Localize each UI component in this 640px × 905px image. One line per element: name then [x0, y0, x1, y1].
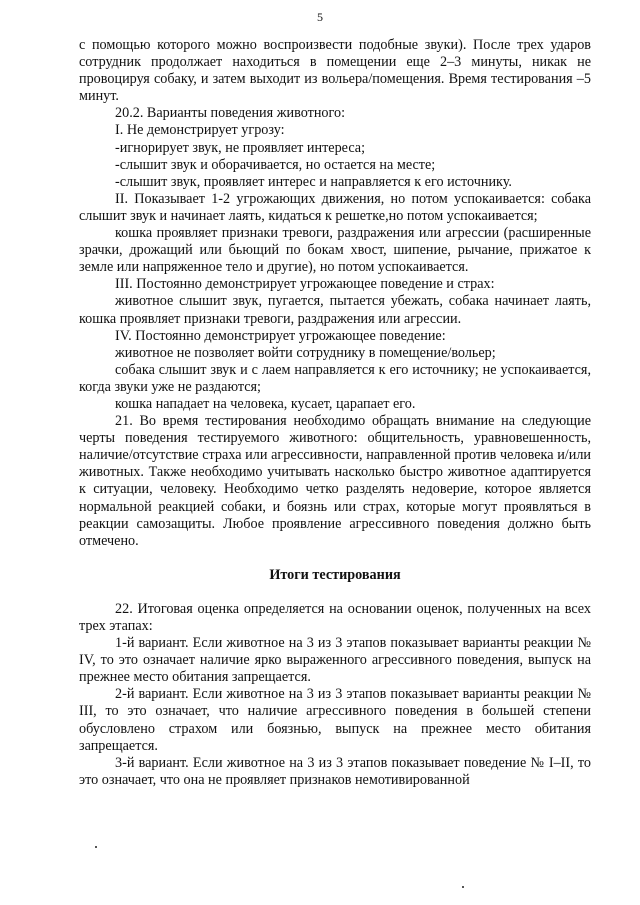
paragraph: 3-й вариант. Если животное на 3 из 3 этапов показывает поведение № I–II, то это означает, что она не проявляет признаков немотивированной [79, 754, 591, 788]
paragraph: 22. Итоговая оценка определяется на основании оценок, полученных на всех трех этапах: [79, 600, 591, 634]
page-number: 5 [317, 10, 323, 24]
paragraph: с помощью которого можно воспроизвести подобные звуки). После трех ударов сотрудник продолжает находиться в помещении еще 2–3 минуты, никак не провоцируя собаку, и затем выходит из вольера/помещения. Время тестирования –5 минут. [79, 37, 591, 105]
paragraphs-before [79, 37, 591, 550]
paragraph: 20.2. Варианты поведения животного: [115, 105, 346, 122]
paragraph: -слышит звук и оборачивается, но остается на месте; [115, 156, 436, 173]
paragraphs-after [79, 601, 591, 789]
scan-speck [462, 886, 464, 888]
paragraph: собака слышит звук и с лаем направляется к его источнику; не успокаивается, когда звуки уже не раздаются; [79, 361, 591, 395]
section-heading: Итоги тестирования [269, 566, 401, 583]
paragraph: II. Показывает 1-2 угрожающих движения, но потом успокаивается: собака слышит звук и начинает лаять, кидаться к решетке,но потом успокаивается; [79, 190, 591, 224]
paragraph: 2-й вариант. Если животное на 3 из 3 этапов показывает варианты реакции № III, то это означает, что наличие агрессивного поведения в большей степени обусловлено страхом или боязнью, выпуск на прежнее место обитания запрещается. [79, 686, 591, 754]
scan-speck [95, 846, 97, 848]
paragraph: животное не позволяет войти сотруднику в помещение/вольер; [115, 344, 496, 361]
paragraph: I. Не демонстрирует угрозу: [115, 122, 285, 139]
paragraph: кошка проявляет признаки тревоги, раздражения или агрессии (расширенные зрачки, дрожащий или бьющий по бокам хвост, шипение, рычание, прижатое к земле или напряженное тело и другие), но потом успокаивается. [79, 225, 591, 276]
document-body [79, 37, 591, 789]
paragraph: животное слышит звук, пугается, пытается убежать, собака начинает лаять, кошка проявляет признаки тревоги, раздражения или агрессии. [79, 293, 591, 327]
paragraph: IV. Постоянно демонстрирует угрожающее поведение: [115, 327, 446, 344]
paragraph: -игнорирует звук, не проявляет интереса; [115, 139, 366, 156]
paragraph: кошка нападает на человека, кусает, царапает его. [115, 395, 416, 412]
paragraph: -слышит звук, проявляет интерес и направляется к его источнику. [115, 173, 512, 190]
paragraph: III. Постоянно демонстрирует угрожающее поведение и страх: [115, 276, 495, 293]
paragraph: 21. Во время тестирования необходимо обращать внимание на следующие черты поведения тестируемого животного: общительность, уравновешенность, наличие/отсутствие страха или агрессивности, направленной против человека и/или животных. Также необходимо учитывать насколько быстро животное адаптируется к ситуации, человеку. Необходимо четко разделять недоверие, которое является нормальной реакцией собаки, и боязнь или страх, которые могут проявляться в реакции самозащиты. Любое проявление агрессивного поведения должно быть отмечено. [79, 413, 591, 549]
paragraph: 1-й вариант. Если животное на 3 из 3 этапов показывает варианты реакции № IV, то это означает наличие ярко выраженного агрессивного поведения, выпуск на прежнее место обитания запрещается. [79, 635, 591, 686]
